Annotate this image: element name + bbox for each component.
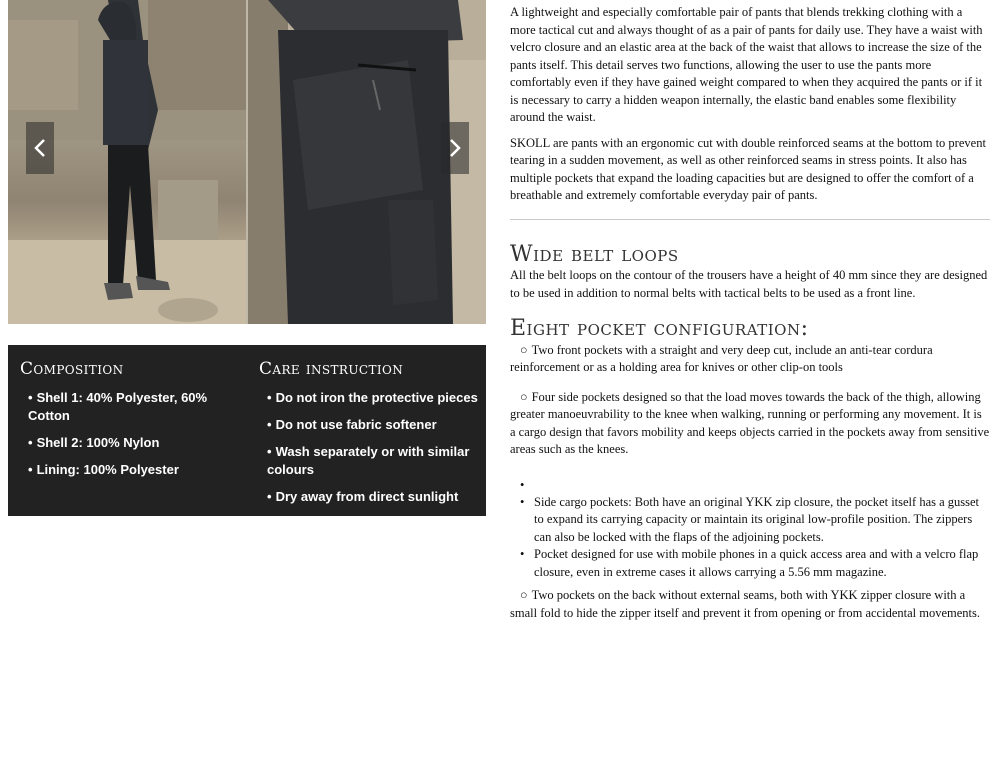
pocket-text: ○ Two pockets on the back without external seams, both with YKK zipper closure with a small fold to hide the zipper itself and prevent it from opening or from accidental movements. xyxy=(510,588,981,620)
side-pocket-list xyxy=(510,477,990,582)
pocket-text: ○ Two front pockets with a straight and very deep cut, include an anti-tear cordura reinforcement or as a holding area for knives or other clip-on tools xyxy=(510,342,933,374)
description-paragraph: SKOLL are pants with an ergonomic cut with double reinforced seams at the bottom to prevent tearing in a sudden movement, as well as other reinforced seams in stress points. It also has multiple pockets that expand the loading capacities but are designed to offer the comfort of a breathable and extremely comfortable everyday pair of pants. xyxy=(510,135,986,202)
composition-item: • Shell 1: 40% Polyester, 60% Cotton xyxy=(28,390,208,423)
list-item: • Side cargo pockets: Both have an original YKK zip closure, the pocket itself has a gusset to expand its carrying capacity or maintain its original low-profile position. The zippers can also be locked with the flaps of the adjoining pockets. xyxy=(534,494,990,547)
care-section xyxy=(259,345,479,515)
composition-item: • Shell 2: 100% Nylon xyxy=(28,435,160,450)
care-item: • Do not use fabric softener xyxy=(267,417,437,432)
care-item: • Do not iron the protective pieces xyxy=(267,390,478,405)
pocket-text: ○ Four side pockets designed so that the load moves towards the back of the thigh, allowing greater manoeuvrability to the knee when walking, running or performing any movement. It is a cargo design that favors mobility and keeps objects carried in the pockets away from sensitive areas such as the knees. xyxy=(510,389,990,456)
product-description xyxy=(510,4,990,630)
belt-loops-heading: Wide belt loops xyxy=(510,241,679,267)
chevron-left-icon xyxy=(33,137,47,159)
product-gallery xyxy=(8,0,486,324)
list-item: • Pocket designed for use with mobile phones in a quick access area and with a velcro flap closure, even in extreme cases it allows carrying a 5.56 mm magazine. xyxy=(534,546,990,581)
care-title: Care instruction xyxy=(259,359,404,379)
composition-section xyxy=(20,345,240,488)
care-list xyxy=(259,389,479,506)
section-divider xyxy=(510,219,990,220)
composition-title: Composition xyxy=(20,359,124,379)
composition-list xyxy=(20,389,240,479)
belt-loops-text: All the belt loops on the contour of the trousers have a height of 40 mm since they are designed to be used in addition to normal belts with tactical belts to be used as a front line. xyxy=(510,268,988,300)
product-specs-box xyxy=(8,345,486,516)
list-item xyxy=(534,477,990,494)
chevron-right-icon xyxy=(448,137,462,159)
description-paragraph: A lightweight and especially comfortable pair of pants that blends trekking clothing with a more tactical cut and always thought of as a pair of pants for daily use. They have a waist with velcro closure and an elastic area at the back of the waist that allows to increase the size of the pants itself. This detail serves two functions, allowing the user to use the pants more comfortably even if they have gained weight compared to when they acquired the pants or if it is necessary to carry a hidden weapon internally, the elastic band enables some flexibility around the waist. xyxy=(510,5,983,124)
gallery-prev-button[interactable] xyxy=(26,122,54,174)
care-item: • Wash separately or with similar colours xyxy=(267,444,470,477)
pockets-heading: Eight pocket configuration: xyxy=(510,316,809,341)
care-item: • Dry away from direct sunlight xyxy=(267,489,459,504)
gallery-next-button[interactable] xyxy=(441,122,469,174)
composition-item: • Lining: 100% Polyester xyxy=(28,462,179,477)
